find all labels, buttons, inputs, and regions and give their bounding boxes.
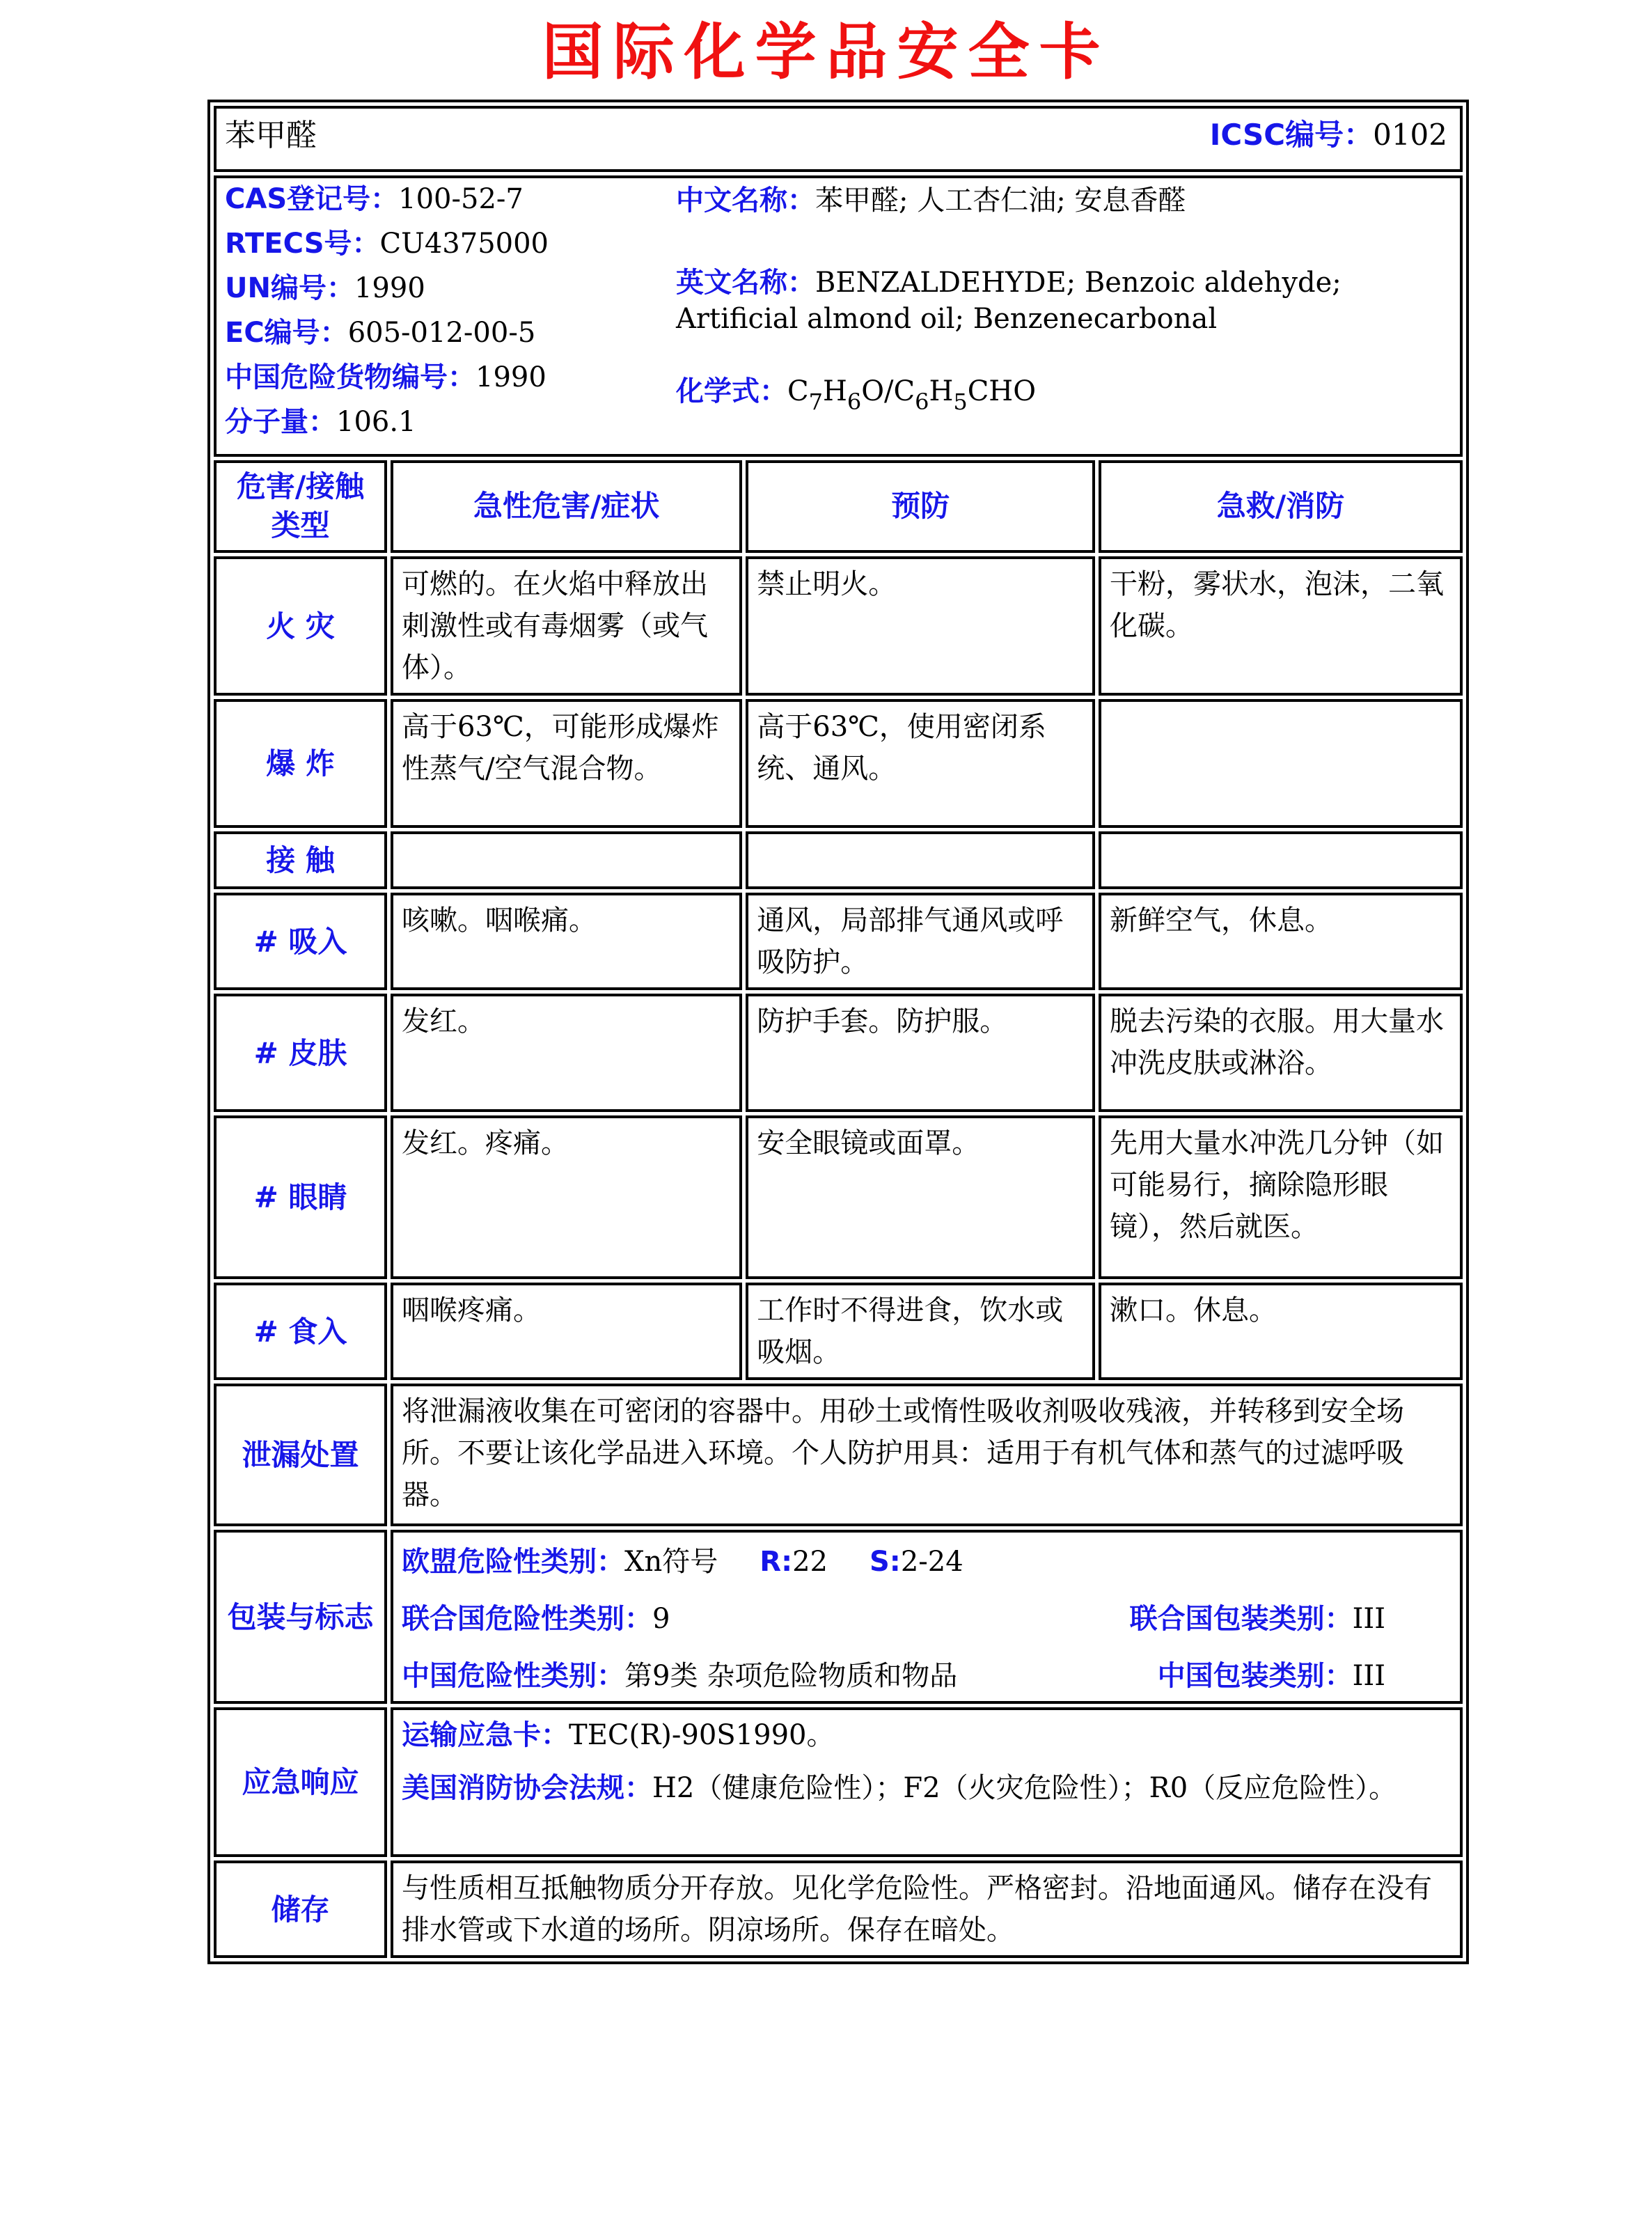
hazard-header-prevention: 预防 (746, 460, 1095, 553)
section-row-storage (214, 1860, 1463, 1958)
chemical-formula-line: 化学式：$C_7H_6O/C_6H_5CHO$ (676, 375, 1036, 415)
hazard-row-explosion: 爆 炸 高于63℃，可能形成爆炸性蒸气/空气混合物。 高于63℃，使用密闭系统、通风。 (214, 699, 1463, 828)
hazard-row-skin: # 皮肤 发红。 防护手套。防护服。 脱去污染的衣服。用大量水冲洗皮肤或淋浴。 (214, 994, 1463, 1112)
packaging-label: 包装与标志 (214, 1530, 387, 1704)
section-row-emergency (214, 1707, 1463, 1857)
section-row-packaging (214, 1530, 1463, 1704)
identifier-list (225, 182, 676, 450)
hazard-row-eyes: # 眼睛 发红。疼痛。 安全眼镜或面罩。 先用大量水冲洗几分钟（如可能易行，摘除隐形眼镜），然后就医。 (214, 1115, 1463, 1279)
icsc-number-label: ICSC编号： (1209, 117, 1374, 152)
identification-row (214, 175, 1463, 457)
identifier-row-molweight: 分子量：106.1 (225, 405, 416, 438)
hazard-header-type: 危害/接触类型 (214, 460, 387, 553)
hazard-row-inhalation: # 吸入 咳嗽。咽喉痛。 通风，局部排气通风或呼吸防护。 新鲜空气，休息。 (214, 893, 1463, 990)
tec-line: 运输应急卡：TEC(R)-90S1990。 (402, 1719, 835, 1752)
name-row (214, 106, 1463, 172)
icsc-number (1210, 113, 1452, 157)
hazard-header-response: 急救/消防 (1099, 460, 1463, 553)
names-block (676, 182, 1452, 450)
hazard-row-ingestion: # 食入 咽喉疼痛。 工作时不得进食，饮水或吸烟。 漱口。休息。 (214, 1283, 1463, 1380)
storage-text: 与性质相互抵触物质分开存放。见化学危险性。严格密封。沿地面通风。储存在没有排水管或下水道的场所。阴凉场所。保存在暗处。 (402, 1872, 1433, 1947)
cn-class-line: 中国危险性类别：第9类 杂项危险物质和物品 中国包装类别：III (402, 1660, 1385, 1693)
icsc-number-value: 0102 (1373, 117, 1447, 152)
identifier-row-cas: CAS登记号：100-52-7 (225, 182, 524, 215)
hazard-header-row (214, 460, 1463, 553)
emergency-label: 应急响应 (214, 1707, 387, 1857)
identifier-row-ec: EC编号：605-012-00-5 (225, 316, 536, 349)
substance-name: 苯甲醛 (225, 117, 317, 153)
section-row-spill (214, 1384, 1463, 1526)
storage-label: 储存 (214, 1860, 387, 1958)
english-name-line: 英文名称：BENZALDEHYDE; Benzoic aldehyde; Artificial almond oil; Benzenecarbonal (676, 266, 1342, 335)
chinese-name-line: 中文名称：苯甲醛; 人工杏仁油; 安息香醛 (676, 184, 1186, 217)
spill-text: 将泄漏液收集在可密闭的容器中。用砂土或惰性吸收剂吸收残液，并转移到安全场所。不要让该化学品进入环境。个人防护用具：适用于有机气体和蒸气的过滤呼吸器。 (402, 1395, 1405, 1512)
hazard-row-fire: 火 灾 可燃的。在火焰中释放出刺激性或有毒烟雾（或气体）。 禁止明火。 干粉，雾状水，泡沫，二氧化碳。 (214, 556, 1463, 696)
identifier-row-un: UN编号：1990 (225, 272, 425, 304)
identifier-row-rtecs: RTECS号：CU4375000 (225, 227, 549, 260)
chemical-formula-value: $C_7H_6O/C_6H_5CHO$ (787, 375, 1036, 415)
hazard-row-exposure: 接 触 (214, 831, 1463, 889)
un-class-line: 联合国危险性类别：9 联合国包装类别：III (402, 1603, 1385, 1636)
page-title: 国际化学品安全卡 (542, 15, 1110, 88)
nfpa-line: 美国消防协会法规：H2（健康危险性）；F2（火灾危险性）；R0（反应危险性）。 (402, 1772, 1397, 1805)
eu-hazard-class-line: 欧盟危险性类别：Xn符号 R:22 S:2-24 (402, 1546, 963, 1578)
spill-label: 泄漏处置 (214, 1384, 387, 1526)
icsc-card-table (207, 100, 1469, 1964)
identifier-row-china-dg: 中国危险货物编号：1990 (225, 361, 546, 393)
hazard-header-symptoms: 急性危害/症状 (391, 460, 742, 553)
